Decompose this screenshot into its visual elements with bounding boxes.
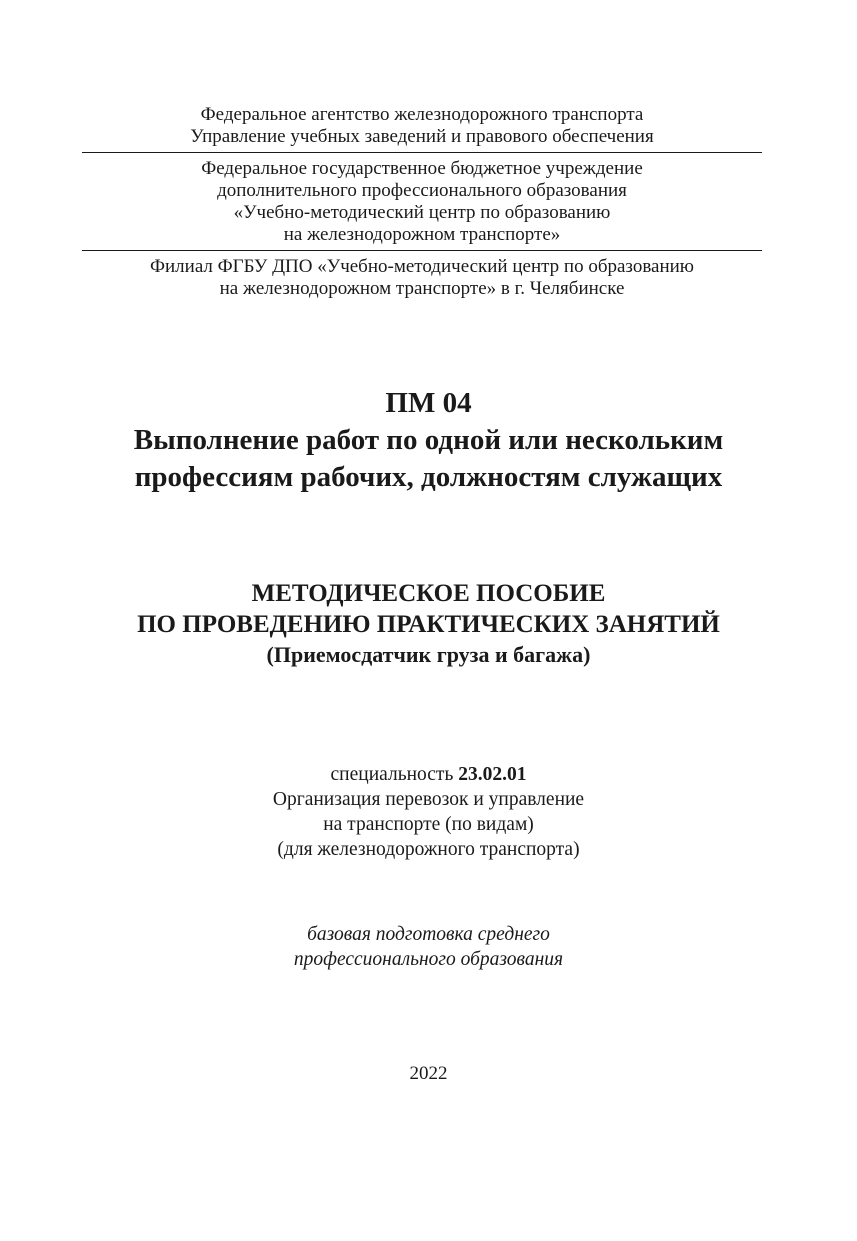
module-code: ПМ 04	[385, 387, 472, 419]
agency-line: Управление учебных заведений и правового обеспечения	[190, 126, 654, 147]
specialty-name-line: на транспорте (по видам)	[323, 814, 534, 835]
header-block	[82, 104, 762, 300]
module-title-line: Выполнение работ по одной или нескольким	[133, 424, 724, 456]
training-line: профессионального образования	[293, 949, 564, 970]
institution-line: Федеральное государственное бюджетное учреждение	[201, 158, 643, 179]
specialty-name-line: (для железнодорожного транспорта)	[277, 839, 580, 860]
specialty-name-line: Организация перевозок и управление	[272, 789, 585, 810]
branch-line: на железнодорожном транспорте» в г. Челябинске	[219, 278, 625, 299]
agency-line: Федеральное агентство железнодорожного транспорта	[200, 104, 644, 125]
year-text: 2022	[409, 1063, 448, 1084]
specialty-label: специальность	[330, 764, 454, 785]
specialty-code-line	[0, 762, 857, 787]
institution-line: дополнительного профессионального образования	[217, 180, 627, 201]
publication-year	[0, 1062, 857, 1086]
training-line: базовая подготовка среднего	[307, 924, 550, 945]
module-title-line: профессиям рабочих, должностям служащих	[134, 461, 723, 493]
specialty-block	[0, 762, 857, 862]
branch-line: Филиал ФГБУ ДПО «Учебно-методический центр по образованию	[149, 256, 694, 277]
specialty-code: 23.02.01	[458, 764, 527, 785]
manual-subtitle: (Приемосдатчик груза и багажа)	[266, 642, 591, 667]
manual-title-line: ПО ПРОВЕДЕНИЮ ПРАКТИЧЕСКИХ ЗАНЯТИЙ	[137, 611, 720, 638]
header-divider	[82, 250, 762, 251]
manual-heading	[0, 578, 857, 670]
institution-line: «Учебно-методический центр по образованию	[233, 202, 611, 223]
training-level	[0, 922, 857, 972]
header-divider	[82, 152, 762, 153]
institution-line: на железнодорожном транспорте»	[283, 224, 561, 245]
manual-title-line: МЕТОДИЧЕСКОЕ ПОСОБИЕ	[251, 580, 606, 607]
module-heading	[0, 385, 857, 496]
